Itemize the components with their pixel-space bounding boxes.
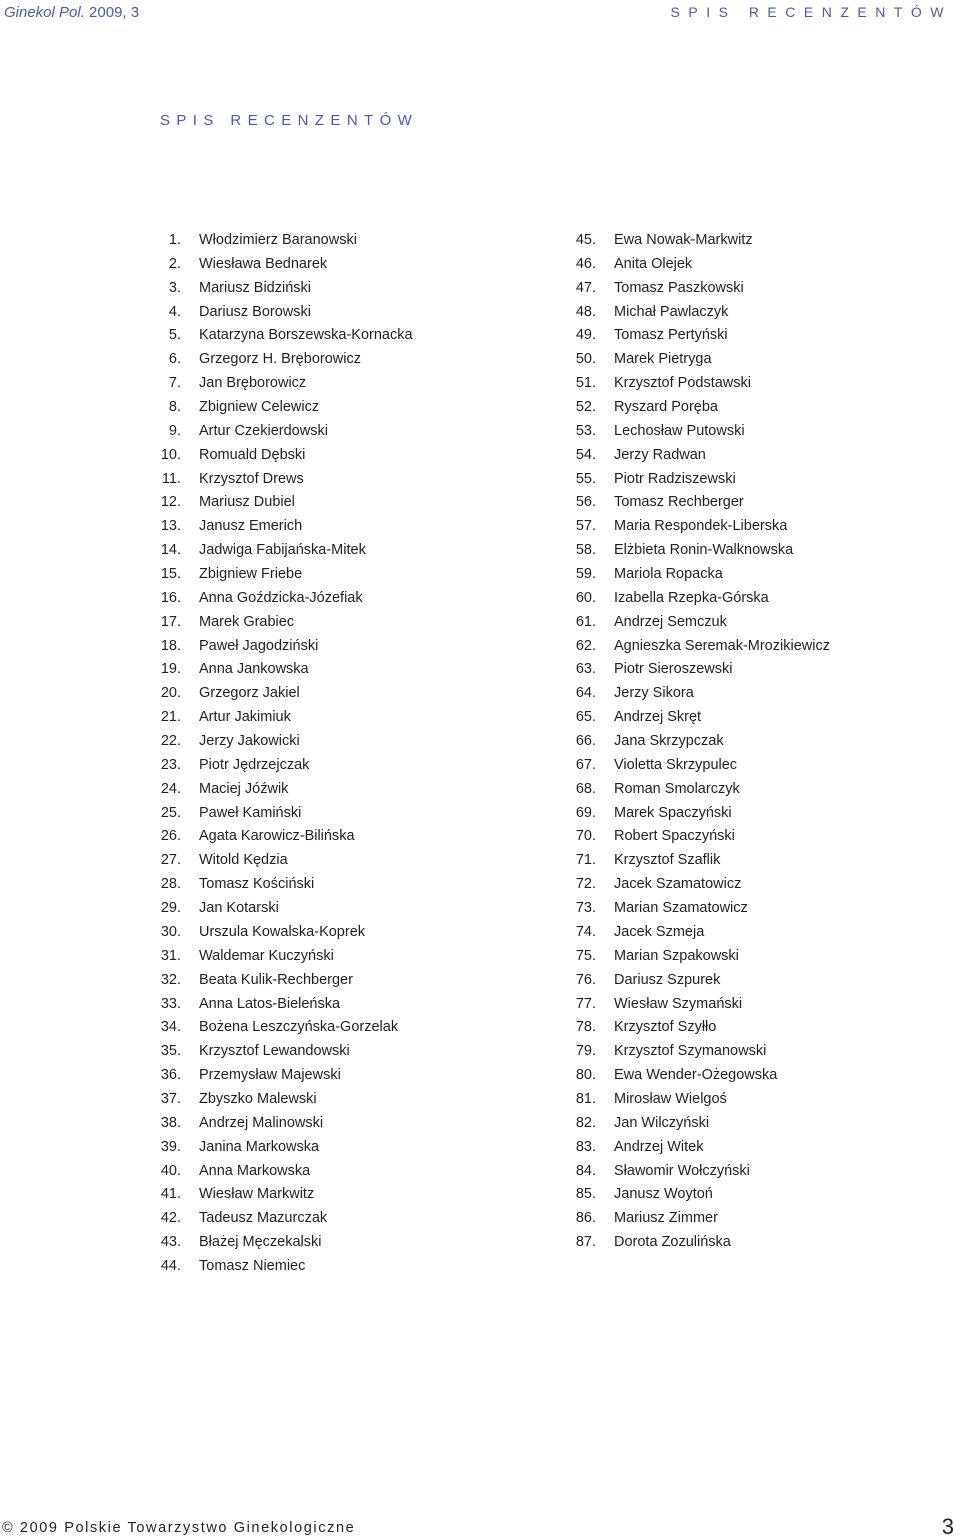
reviewer-number: 63. [575,661,596,678]
reviewer-name: Izabella Rzepka-Górska [614,589,769,606]
reviewer-name: Zbyszko Malewski [199,1090,317,1107]
list-item [140,277,413,301]
list-item [555,420,830,444]
reviewer-number: 26. [160,828,181,845]
reviewer-number: 77. [575,995,596,1012]
reviewer-number: 30. [160,923,181,940]
reviewer-name: Marek Spaczyński [614,804,732,821]
reviewer-number: 49. [575,327,596,344]
reviewer-name: Anna Goździcka-Józefiak [199,589,363,606]
list-item [140,348,413,372]
reviewer-name: Andrzej Witek [614,1138,704,1155]
list-item [555,635,830,659]
list-item [555,1207,830,1231]
list-item [555,277,830,301]
reviewer-number: 1. [168,232,181,248]
reviewer-number: 20. [160,685,181,702]
list-item [555,1112,830,1136]
reviewer-name: Elżbieta Ronin-Walknowska [614,542,794,559]
reviewer-number: 6. [168,351,181,368]
reviewer-number: 78. [575,1019,596,1036]
list-item [140,301,413,325]
list-item [555,229,830,253]
header-section-title: SPIS RECENZENTÓW [670,4,952,20]
journal-name: Ginekol Pol. [4,4,85,21]
reviewer-name: Zbigniew Friebe [199,566,303,583]
list-item [140,396,413,420]
reviewer-number: 70. [575,828,596,845]
list-item [140,1112,413,1136]
reviewer-name: Andrzej Malinowski [199,1114,324,1131]
reviewer-name: Ewa Wender-Ożegowska [614,1067,778,1084]
reviewer-name: Violetta Skrzypulec [614,756,738,773]
reviewer-number: 38. [160,1114,181,1131]
list-item [140,921,413,945]
reviewer-name: Anita Olejek [614,255,693,272]
list-item [555,563,830,587]
page-number: 3 [941,1514,954,1539]
list-item [555,539,830,563]
reviewer-name: Artur Jakimiuk [199,709,291,726]
list-item [140,849,413,873]
reviewer-number: 22. [160,733,181,750]
reviewer-number: 72. [575,876,596,893]
reviewer-name: Dorota Zozulińska [614,1234,731,1251]
list-item [555,658,830,682]
list-item [140,993,413,1017]
reviewer-name: Lechosław Putowski [614,422,745,439]
reviewer-name: Agnieszka Seremak-Mrozikiewicz [614,637,830,654]
list-item [555,301,830,325]
reviewer-name: Krzysztof Szyłło [614,1019,717,1036]
reviewer-number: 11. [161,470,181,487]
reviewer-number: 14. [160,542,181,559]
reviewer-name: Beata Kulik-Rechberger [199,971,353,988]
reviewer-number: 45. [575,232,596,248]
reviewer-number: 61. [575,613,596,630]
reviewer-name: Paweł Jagodziński [199,637,319,654]
page-title: SPIS RECENZENTÓW [160,112,419,129]
reviewer-name: Romuald Dębski [199,446,306,463]
list-item [555,1016,830,1040]
reviewer-number: 41. [160,1186,181,1203]
reviewer-name: Urszula Kowalska-Koprek [199,923,366,940]
list-item [555,825,830,849]
list-item [555,1136,830,1160]
reviewer-number: 83. [575,1138,596,1155]
list-item [555,324,830,348]
list-item [555,515,830,539]
list-item [140,778,413,802]
list-item [140,1160,413,1184]
reviewer-number: 16. [160,589,181,606]
reviewer-number: 24. [160,780,181,797]
reviewer-name: Tomasz Paszkowski [614,279,744,296]
list-item [555,1160,830,1184]
list-item [555,682,830,706]
reviewer-name: Zbigniew Celewicz [199,399,320,416]
reviewer-name: Mariusz Zimmer [614,1210,718,1227]
reviewer-number: 87. [575,1234,596,1251]
reviewer-name: Tomasz Niemiec [199,1257,306,1274]
reviewer-name: Tadeusz Mazurczak [199,1210,328,1227]
reviewer-number: 80. [575,1067,596,1084]
reviewer-number: 17. [160,613,181,630]
reviewer-name: Marek Grabiec [199,613,295,630]
reviewer-name: Błażej Męczekalski [199,1234,322,1251]
reviewer-name: Janusz Woytoń [614,1186,713,1203]
reviewer-name: Marian Szamatowicz [614,900,748,917]
reviewer-number: 25. [160,804,181,821]
reviewer-number: 31. [160,947,181,964]
list-item [555,444,830,468]
reviewer-number: 9. [168,422,181,439]
list-item [140,468,413,492]
reviewer-name: Bożena Leszczyńska-Gorzelak [199,1019,399,1036]
page-footer [0,1500,960,1540]
reviewer-number: 64. [575,685,596,702]
list-item [140,897,413,921]
reviewer-number: 57. [575,518,596,535]
reviewer-number: 32. [160,971,181,988]
reviewer-number: 42. [160,1210,181,1227]
list-item [140,825,413,849]
reviewer-number: 35. [160,1043,181,1060]
list-item [555,587,830,611]
reviewer-name: Jadwiga Fabijańska-Mitek [199,542,366,559]
reviewer-name: Krzysztof Szaflik [614,852,721,869]
reviewer-name: Mariusz Bidziński [199,279,311,296]
list-item [555,611,830,635]
reviewer-number: 39. [160,1138,181,1155]
list-item [555,993,830,1017]
reviewer-name: Dariusz Szpurek [614,971,721,988]
reviewer-name: Krzysztof Lewandowski [199,1043,350,1060]
list-item [555,921,830,945]
reviewer-number: 18. [160,637,181,654]
reviewer-number: 50. [575,351,596,368]
list-item [555,730,830,754]
list-item [140,587,413,611]
reviewer-number: 12. [160,494,181,511]
list-item [555,372,830,396]
list-item [140,444,413,468]
list-item [140,324,413,348]
list-item [555,897,830,921]
reviewer-number: 59. [575,566,596,583]
reviewer-number: 15. [160,566,181,583]
reviewer-name: Krzysztof Szymanowski [614,1043,767,1060]
reviewer-name: Jan Kotarski [199,900,279,917]
reviewer-name: Piotr Radziszewski [614,470,736,487]
list-item [555,491,830,515]
list-item [140,873,413,897]
list-item [140,229,413,253]
reviewer-number: 75. [575,947,596,964]
list-item [555,873,830,897]
reviewer-number: 71. [575,852,596,869]
list-item [140,945,413,969]
reviewer-number: 3. [168,279,181,296]
reviewer-name: Mariola Ropacka [614,566,723,583]
reviewer-number: 52. [575,399,596,416]
reviewer-name: Tomasz Kościński [199,876,315,893]
list-item [140,635,413,659]
reviewer-number: 68. [575,780,596,797]
list-item [140,611,413,635]
reviewer-name: Witold Kędzia [199,852,288,869]
list-item [140,253,413,277]
reviewer-name: Krzysztof Podstawski [614,375,751,392]
list-item [555,778,830,802]
reviewer-name: Paweł Kamiński [199,804,302,821]
reviewer-number: 2. [168,255,181,272]
reviewer-name: Agata Karowicz-Bilińska [199,828,355,845]
reviewer-number: 33. [160,995,181,1012]
list-item [140,1064,413,1088]
list-item [555,969,830,993]
reviewer-number: 60. [575,589,596,606]
list-item [555,468,830,492]
reviewer-number: 37. [160,1090,181,1107]
reviewer-number: 8. [168,399,181,416]
running-header [0,4,960,24]
reviewer-number: 29. [160,900,181,917]
reviewer-number: 43. [160,1234,181,1251]
reviewer-number: 4. [168,303,181,320]
list-item [140,1231,413,1255]
reviewer-name: Jan Wilczyński [614,1114,710,1131]
reviewer-name: Piotr Jędrzejczak [199,756,310,773]
reviewer-number: 23. [160,756,181,773]
reviewer-number: 69. [575,804,596,821]
list-item [555,945,830,969]
list-item [140,706,413,730]
reviewer-number: 19. [160,661,181,678]
reviewer-name: Artur Czekierdowski [199,422,328,439]
list-item [140,658,413,682]
reviewer-name: Krzysztof Drews [199,470,304,487]
reviewer-name: Roman Smolarczyk [614,780,740,797]
reviewer-name: Wiesława Bednarek [199,255,328,272]
reviewer-number: 73. [575,900,596,917]
reviewer-name: Marek Pietryga [614,351,712,368]
footer-copyright: © 2009 Polskie Towarzystwo Ginekologiczne [2,1520,356,1536]
reviewer-number: 85. [575,1186,596,1203]
list-item [140,515,413,539]
reviewer-number: 66. [575,733,596,750]
list-item [140,491,413,515]
reviewer-name: Piotr Sieroszewski [614,661,733,678]
list-item [140,539,413,563]
reviewer-name: Jan Bręborowicz [199,375,307,392]
reviewer-number: 62. [575,637,596,654]
list-item [140,754,413,778]
reviewer-name: Tomasz Pertyński [614,327,728,344]
reviewer-name: Przemysław Majewski [199,1067,341,1084]
reviewer-number: 34. [160,1019,181,1036]
reviewer-name: Wiesław Szymański [614,995,743,1012]
list-item [555,802,830,826]
reviewer-name: Anna Jankowska [199,661,309,678]
reviewer-list-right [555,229,830,1255]
list-item [555,396,830,420]
reviewer-name: Mirosław Wielgoś [614,1090,727,1107]
reviewer-name: Dariusz Borowski [199,303,311,320]
reviewer-name: Janina Markowska [199,1138,320,1155]
list-item [140,372,413,396]
reviewer-name: Anna Latos-Bieleńska [199,995,341,1012]
reviewer-number: 7. [168,375,181,392]
list-item [555,253,830,277]
list-item [140,730,413,754]
reviewer-number: 76. [575,971,596,988]
reviewer-name: Jana Skrzypczak [614,733,724,750]
reviewer-number: 21. [160,709,181,726]
reviewer-number: 79. [575,1043,596,1060]
reviewer-number: 48. [575,303,596,320]
reviewer-name: Wiesław Markwitz [199,1186,315,1203]
list-item [140,1136,413,1160]
reviewer-number: 27. [160,852,181,869]
reviewer-name: Katarzyna Borszewska-Kornacka [199,327,413,344]
reviewer-name: Sławomir Wołczyński [614,1162,750,1179]
reviewer-name: Waldemar Kuczyński [199,947,334,964]
reviewer-number: 81. [575,1090,596,1107]
reviewer-name: Tomasz Rechberger [614,494,744,511]
reviewer-number: 58. [575,542,596,559]
reviewer-number: 46. [575,255,596,272]
reviewer-name: Michał Pawlaczyk [614,303,729,320]
journal-issue: 2009, 3 [89,4,140,21]
reviewer-name: Ryszard Poręba [614,399,718,416]
reviewer-number: 74. [575,923,596,940]
reviewer-list-left [140,229,413,1279]
list-item [140,1088,413,1112]
reviewer-name: Andrzej Skręt [614,709,702,726]
reviewer-number: 40. [160,1162,181,1179]
reviewer-number: 53. [575,422,596,439]
reviewer-number: 10. [160,446,181,463]
reviewer-number: 51. [575,375,596,392]
list-item [555,706,830,730]
list-item [555,754,830,778]
reviewer-name: Marian Szpakowski [614,947,739,964]
reviewer-number: 86. [575,1210,596,1227]
reviewer-name: Janusz Emerich [199,518,303,535]
journal-citation [4,4,139,21]
reviewer-number: 5. [168,327,181,344]
list-item [140,1016,413,1040]
list-item [140,969,413,993]
reviewer-name: Jerzy Sikora [614,685,694,702]
reviewer-name: Maciej Jóźwik [199,780,289,797]
reviewer-name: Włodzimierz Baranowski [199,232,357,248]
reviewer-number: 54. [575,446,596,463]
reviewer-name: Jacek Szamatowicz [614,876,742,893]
list-item [555,1064,830,1088]
list-item [555,849,830,873]
reviewer-name: Grzegorz H. Bręborowicz [199,351,361,368]
list-item [140,802,413,826]
list-item [555,1231,830,1255]
reviewer-name: Maria Respondek-Liberska [614,518,788,535]
reviewer-name: Ewa Nowak-Markwitz [614,232,753,248]
list-item [140,1207,413,1231]
reviewer-number: 36. [160,1067,181,1084]
reviewer-number: 84. [575,1162,596,1179]
reviewer-number: 47. [575,279,596,296]
reviewer-name: Anna Markowska [199,1162,311,1179]
reviewer-number: 28. [160,876,181,893]
list-item [555,1040,830,1064]
reviewer-number: 67. [575,756,596,773]
list-item [140,682,413,706]
list-item [140,563,413,587]
reviewer-name: Grzegorz Jakiel [199,685,300,702]
list-item [140,1040,413,1064]
reviewer-name: Jerzy Radwan [614,446,706,463]
reviewer-name: Robert Spaczyński [614,828,735,845]
reviewer-name: Andrzej Semczuk [614,613,727,630]
list-item [140,1183,413,1207]
list-item [555,1088,830,1112]
reviewer-number: 82. [575,1114,596,1131]
reviewer-name: Jacek Szmeja [614,923,705,940]
list-item [140,420,413,444]
reviewer-name: Jerzy Jakowicki [199,733,300,750]
list-item [555,348,830,372]
list-item [140,1255,413,1279]
reviewer-number: 65. [575,709,596,726]
reviewer-number: 44. [160,1257,181,1274]
reviewer-number: 55. [575,470,596,487]
reviewer-number: 56. [575,494,596,511]
reviewer-number: 13. [160,518,181,535]
list-item [555,1183,830,1207]
reviewer-name: Mariusz Dubiel [199,494,295,511]
